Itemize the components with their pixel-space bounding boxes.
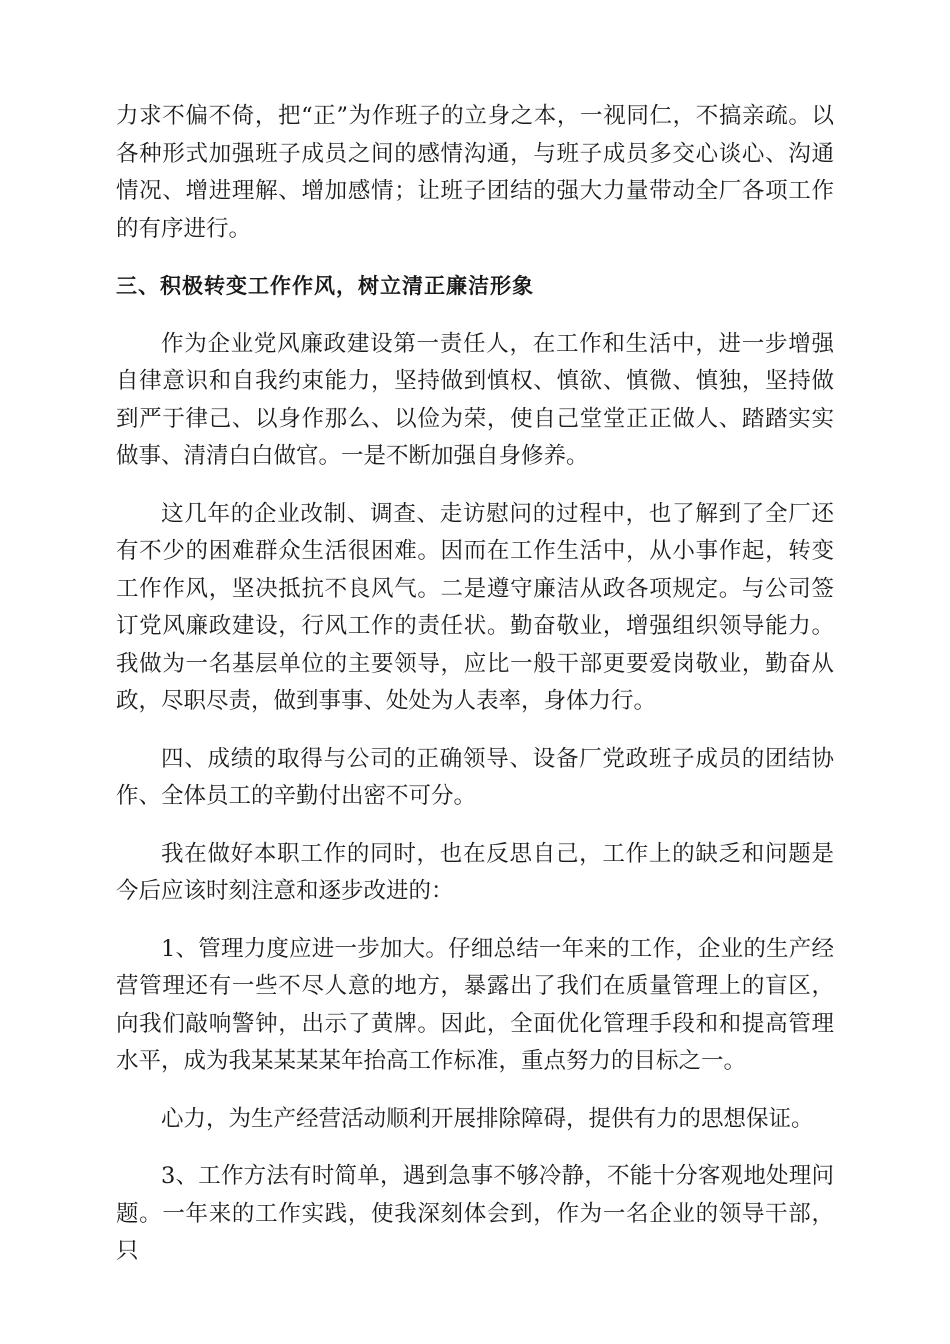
- paragraph-item-three-methods: 3、工作方法有时简单，遇到急事不够冷静，不能十分客观地处理问题。一年来的工作实践，使我深刻体会到，作为一名企业的领导干部，只: [116, 1163, 834, 1264]
- paragraph-thought-assurance: 心力，为生产经营活动顺利开展排除障碍，提供有力的思想保证。: [161, 1105, 814, 1132]
- document-body: [116, 98, 834, 1291]
- section-heading-three: 三、积极转变工作作风，树立清正廉洁形象: [116, 274, 534, 298]
- paragraph-integrity-responsibility: 作为企业党风廉政建设第一责任人，在工作和生活中，进一步增强自律意识和自我约束能力，坚持做到慎权、慎欲、慎微、慎独，坚持做到严于律己、以身作那么、以俭为荣，使自己堂堂正正做人、踏踏实实做事、清清白白做官。一是不断加强自身修养。: [116, 330, 834, 469]
- paragraph-self-reflection: 我在做好本职工作的同时，也在反思自己，工作上的缺乏和问题是今后应该时刻注意和逐步改进的：: [116, 840, 834, 904]
- paragraph-team-fairness: 力求不偏不倚，把“正”为作班子的立身之本，一视同仁，不搞亲疏。以各种形式加强班子成员之间的感情沟通，与班子成员多交心谈心、沟通情况、增进理解、增加感情；让班子团结的强大力量带动全厂各项工作的有序进行。: [116, 103, 834, 242]
- paragraph-reform-visits: 这几年的企业改制、调查、走访慰问的过程中，也了解到了全厂还有不少的困难群众生活很困难。因而在工作生活中，从小事作起，转变工作作风，坚决抵抗不良风气。二是遵守廉洁从政各项规定。与公司签订党风廉政建设，行风工作的责任状。勤奋敬业，增强组织领导能力。我做为一名基层单位的主要领导，应比一般干部更要爱岗敬业，勤奋从政，尽职尽责，做到事事、处处为人表率，身体力行。: [116, 500, 834, 714]
- paragraph-section-four: 四、成绩的取得与公司的正确领导、设备厂党政班子成员的团结协作、全体员工的辛勤付出密不可分。: [116, 745, 834, 809]
- paragraph-item-one-management: 1、管理力度应进一步加大。仔细总结一年来的工作，企业的生产经营管理还有一些不尽人意的地方，暴露出了我们在质量管理上的盲区，向我们敲响警钟，出示了黄牌。因此，全面优化管理手段和和提高管理水平，成为我某某某某年抬高工作标准，重点努力的目标之一。: [116, 935, 834, 1074]
